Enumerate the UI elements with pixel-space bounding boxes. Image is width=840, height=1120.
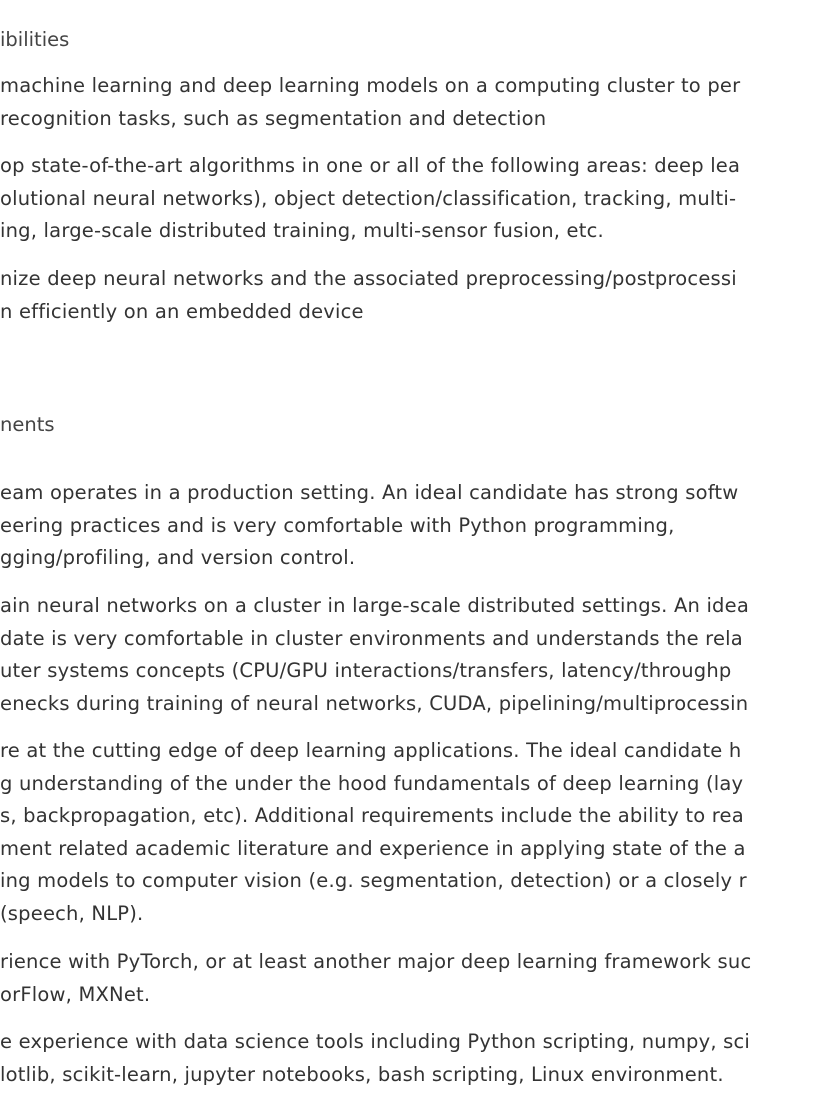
text-line: gging/profiling, and version control. (0, 546, 356, 569)
text-line: machine learning and deep learning models on a computing cluster to per (0, 74, 741, 97)
responsibility-item (0, 70, 740, 135)
text-line: eering practices and is very comfortable with Python programming, (0, 513, 675, 537)
requirement-item (0, 946, 751, 1011)
text-line: recognition tasks, such as segmentation and detection (0, 106, 547, 130)
text-line: s, backpropagation, etc). Additional requirements include the ability to rea (0, 804, 744, 827)
text-line: (speech, NLP). (0, 901, 144, 925)
text-line: olutional neural networks), object detection/classification, tracking, multi- (0, 186, 737, 210)
requirement-item (0, 735, 747, 930)
text-line: orFlow, MXNet. (0, 982, 151, 1006)
text-line: e experience with data science tools including Python scripting, numpy, sci (0, 1030, 751, 1053)
text-line: lotlib, scikit-learn, jupyter notebooks, bash scripting, Linux environment. (0, 1062, 724, 1086)
text-line: n efficiently on an embedded device (0, 299, 364, 323)
text-line: op state-of-the-art algorithms in one or all of the following areas: deep lea (0, 154, 741, 177)
section-heading-responsibilities: ibilities (0, 28, 70, 51)
text-line: ment related academic literature and experience in applying state of the a (0, 836, 746, 860)
requirement-item (0, 1026, 750, 1091)
text-line: eam operates in a production setting. An ideal candidate has strong softw (0, 481, 739, 504)
responsibility-item (0, 150, 740, 248)
text-line: enecks during training of neural networks, CUDA, pipelining/multiprocessin (0, 691, 749, 715)
text-line: ain neural networks on a cluster in large-scale distributed settings. An idea (0, 594, 749, 617)
requirement-item (0, 590, 749, 720)
responsibility-item (0, 263, 737, 328)
text-line: date is very comfortable in cluster environments and understands the rela (0, 626, 743, 650)
text-line: ing, large-scale distributed training, multi-sensor fusion, etc. (0, 219, 604, 242)
text-line: g understanding of the under the hood fundamentals of deep learning (lay (0, 771, 744, 795)
text-line: rience with PyTorch, or at least another major deep learning framework suc (0, 950, 752, 973)
text-line: re at the cutting edge of deep learning applications. The ideal candidate h (0, 739, 742, 762)
text-line: nize deep neural networks and the associated preprocessing/postprocessi (0, 267, 737, 290)
text-line: uter systems concepts (CPU/GPU interactions/transfers, latency/throughp (0, 659, 732, 682)
text-line: ing models to computer vision (e.g. segmentation, detection) or a closely r (0, 869, 747, 892)
requirement-item (0, 477, 738, 575)
section-heading-requirements: nents (0, 413, 55, 436)
